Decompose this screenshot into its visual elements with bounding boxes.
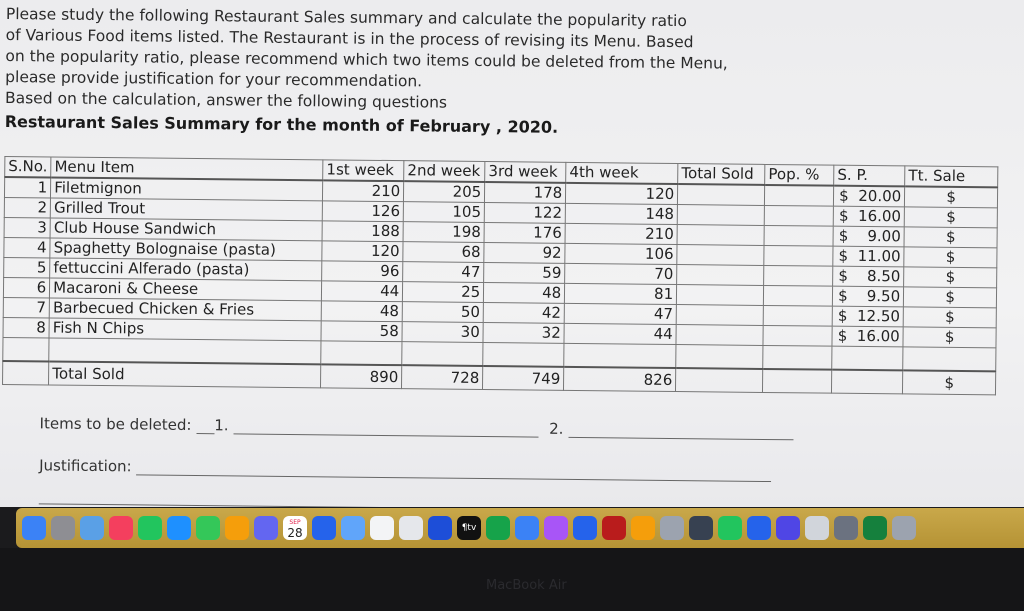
reminders-icon[interactable] <box>370 516 394 540</box>
delete-item-1-field[interactable] <box>233 419 538 437</box>
cell <box>321 341 402 365</box>
row-sno: 7 <box>3 297 49 317</box>
row-week-4: 120 <box>566 183 678 205</box>
instruction-line: Based on the calculation, answer the following questions <box>4 88 448 112</box>
total-week-2: 728 <box>402 365 483 389</box>
row-sno: 1 <box>4 177 50 198</box>
whatsapp-icon[interactable] <box>138 516 162 540</box>
cell <box>676 345 763 369</box>
total-label: Total Sold <box>49 361 321 387</box>
calendar-day: 28 <box>287 526 303 540</box>
preview-icon[interactable] <box>660 516 684 540</box>
row-total-sold <box>678 184 765 205</box>
row-sp: $ 9.00 <box>833 226 904 247</box>
total-week-3: 749 <box>483 366 564 390</box>
total-pop-cell <box>763 369 832 393</box>
delete-item-2-label: 2. <box>549 419 564 438</box>
row-menu-item: Macaroni & Cheese <box>50 278 322 301</box>
row-sp: $ 11.00 <box>833 246 904 267</box>
header-sp: S. P. <box>834 165 905 186</box>
row-total-sold <box>676 325 763 346</box>
trash-icon[interactable] <box>892 516 916 540</box>
dock <box>16 508 1024 548</box>
app-icon[interactable] <box>254 516 278 540</box>
cell <box>3 361 49 385</box>
word-n-icon[interactable] <box>428 516 452 540</box>
instruction-line: Please study the following Restaurant Sales summary and calculate the popularity ratio <box>5 4 687 31</box>
total-week-1: 890 <box>321 364 402 388</box>
finder-icon[interactable] <box>22 516 46 540</box>
row-week-1: 44 <box>322 281 403 302</box>
total-tt-sale: $ <box>903 370 996 394</box>
justification-field-line-2[interactable] <box>39 489 774 507</box>
row-pop <box>765 185 834 206</box>
excel-icon[interactable] <box>863 516 887 540</box>
row-week-3: 42 <box>483 303 564 324</box>
row-sp: $ 16.00 <box>832 326 903 347</box>
cell <box>402 342 483 366</box>
row-menu-item: fettuccini Alferado (pasta) <box>50 258 322 281</box>
row-pop <box>763 325 832 346</box>
calendar-icon[interactable] <box>283 516 307 540</box>
row-menu-item: Filetmignon <box>51 177 323 200</box>
cell <box>832 346 903 370</box>
instruction-line: on the popularity ratio, please recommend which two items could be deleted from the Menu, <box>5 46 728 73</box>
podcasts-icon[interactable] <box>544 516 568 540</box>
app-store-icon[interactable] <box>515 516 539 540</box>
justification-field[interactable] <box>136 460 771 482</box>
delete-item-1-label: 1. <box>214 416 229 435</box>
row-week-3: 122 <box>484 203 565 224</box>
row-sno: 2 <box>4 197 50 217</box>
steam-icon[interactable] <box>689 516 713 540</box>
header-sno: S.No. <box>5 156 51 177</box>
row-week-2: 105 <box>403 202 484 223</box>
justification-label: Justification: <box>39 456 132 476</box>
chrome-icon[interactable] <box>747 516 771 540</box>
header-week-1: 1st week <box>323 160 404 181</box>
row-week-2: 205 <box>404 181 485 202</box>
row-week-4: 44 <box>564 323 676 344</box>
row-week-1: 120 <box>322 241 403 262</box>
row-tt-sale: $ <box>904 207 997 228</box>
row-sp: $ 9.50 <box>833 286 904 307</box>
row-sp: $ 12.50 <box>832 306 903 327</box>
calendar-month: SEP <box>289 519 301 526</box>
answer-blank <box>196 419 214 434</box>
row-menu-item: Barbecued Chicken & Fries <box>49 298 321 321</box>
row-pop <box>764 245 833 266</box>
row-tt-sale: $ <box>903 327 996 348</box>
laptop-brand: MacBook Air <box>486 578 567 593</box>
row-week-3: 176 <box>484 223 565 244</box>
header-week-2: 2nd week <box>404 161 485 182</box>
photos-icon[interactable] <box>225 516 249 540</box>
cell <box>49 338 321 364</box>
row-total-sold <box>677 205 764 226</box>
row-tt-sale: $ <box>904 227 997 248</box>
instruction-line: of Various Food items listed. The Restaurant is in the process of revising its Menu. Based <box>5 25 694 52</box>
facetime-icon[interactable] <box>718 516 742 540</box>
row-week-2: 68 <box>403 242 484 263</box>
safari-icon[interactable] <box>167 516 191 540</box>
delete-label: Items to be deleted: <box>39 414 192 434</box>
row-sp: $ 20.00 <box>834 186 905 207</box>
row-week-2: 50 <box>402 302 483 323</box>
row-week-2: 30 <box>402 322 483 343</box>
orange-icon[interactable] <box>631 516 655 540</box>
row-week-4: 47 <box>564 303 676 324</box>
vpn-icon[interactable] <box>776 516 800 540</box>
keynote-icon[interactable] <box>573 516 597 540</box>
row-week-2: 198 <box>403 222 484 243</box>
row-pop <box>764 205 833 226</box>
cell <box>483 343 564 367</box>
cell <box>564 343 676 368</box>
row-sno: 5 <box>4 257 50 277</box>
answer-section <box>39 414 794 507</box>
sales-table <box>2 156 999 395</box>
row-total-sold <box>677 245 764 266</box>
row-pop <box>764 225 833 246</box>
cell <box>763 345 832 369</box>
row-tt-sale: $ <box>903 307 996 328</box>
row-week-1: 126 <box>322 201 403 222</box>
row-week-3: 92 <box>484 243 565 264</box>
row-total-sold <box>677 285 764 306</box>
row-week-3: 32 <box>483 323 564 344</box>
tv-label: ¶tv <box>461 523 477 533</box>
row-sp: $ 16.00 <box>833 206 904 227</box>
word-icon[interactable] <box>602 516 626 540</box>
row-week-4: 70 <box>565 263 677 284</box>
row-week-1: 48 <box>321 301 402 322</box>
total-sold-cell <box>676 368 763 392</box>
instruction-line: please provide justification for your recommendation. <box>5 67 423 91</box>
row-week-1: 58 <box>321 321 402 342</box>
finder-window-icon[interactable] <box>341 516 365 540</box>
row-tt-sale: $ <box>905 186 998 207</box>
row-menu-item: Fish N Chips <box>49 318 321 341</box>
total-week-4: 826 <box>564 367 676 392</box>
cell <box>3 337 49 361</box>
row-menu-item: Spaghetty Bolognaise (pasta) <box>50 238 322 261</box>
row-week-4: 210 <box>565 223 677 244</box>
row-total-sold <box>677 265 764 286</box>
instructions <box>5 4 1024 143</box>
row-pop <box>763 305 832 326</box>
row-sp: $ 8.50 <box>833 266 904 287</box>
launchpad-icon[interactable] <box>51 516 75 540</box>
row-total-sold <box>677 225 764 246</box>
row-week-4: 106 <box>565 243 677 264</box>
row-pop <box>764 265 833 286</box>
row-week-1: 210 <box>323 180 404 201</box>
header-pop: Pop. % <box>765 164 834 185</box>
row-sno: 6 <box>3 277 49 297</box>
row-week-3: 48 <box>484 283 565 304</box>
row-tt-sale: $ <box>904 267 997 288</box>
header-menu-item: Menu Item <box>51 157 323 180</box>
camera-icon[interactable] <box>834 516 858 540</box>
mail-icon[interactable] <box>80 516 104 540</box>
row-week-1: 188 <box>322 221 403 242</box>
messages-icon[interactable] <box>196 516 220 540</box>
header-week-3: 3rd week <box>485 162 566 183</box>
row-menu-item: Grilled Trout <box>50 198 322 221</box>
page-title: Restaurant Sales Summary for the month of February , 2020. <box>4 111 559 137</box>
row-sno: 4 <box>4 237 50 257</box>
total-sp-cell <box>832 370 903 394</box>
apple-tv-icon[interactable] <box>457 516 481 540</box>
music-icon[interactable] <box>109 516 133 540</box>
header-week-4: 4th week <box>566 162 678 184</box>
row-week-1: 96 <box>322 261 403 282</box>
row-tt-sale: $ <box>904 287 997 308</box>
script-icon[interactable] <box>805 516 829 540</box>
row-tt-sale: $ <box>904 247 997 268</box>
row-pop <box>764 285 833 306</box>
header-total-sold: Total Sold <box>678 164 765 185</box>
font-book-icon[interactable] <box>399 516 423 540</box>
numbers-icon[interactable] <box>486 516 510 540</box>
delete-item-2-field[interactable] <box>568 423 793 440</box>
row-week-4: 148 <box>565 203 677 224</box>
row-sno: 3 <box>4 217 50 237</box>
row-week-2: 47 <box>403 262 484 283</box>
header-tt-sale: Tt. Sale <box>905 166 998 187</box>
row-week-3: 59 <box>484 263 565 284</box>
row-week-4: 81 <box>565 283 677 304</box>
row-menu-item: Club House Sandwich <box>50 218 322 241</box>
document <box>1 4 1024 507</box>
row-total-sold <box>676 305 763 326</box>
cell <box>903 347 996 371</box>
row-sno: 8 <box>3 317 49 337</box>
zoom-icon[interactable] <box>312 516 336 540</box>
row-week-2: 25 <box>403 282 484 303</box>
row-week-3: 178 <box>485 182 566 203</box>
